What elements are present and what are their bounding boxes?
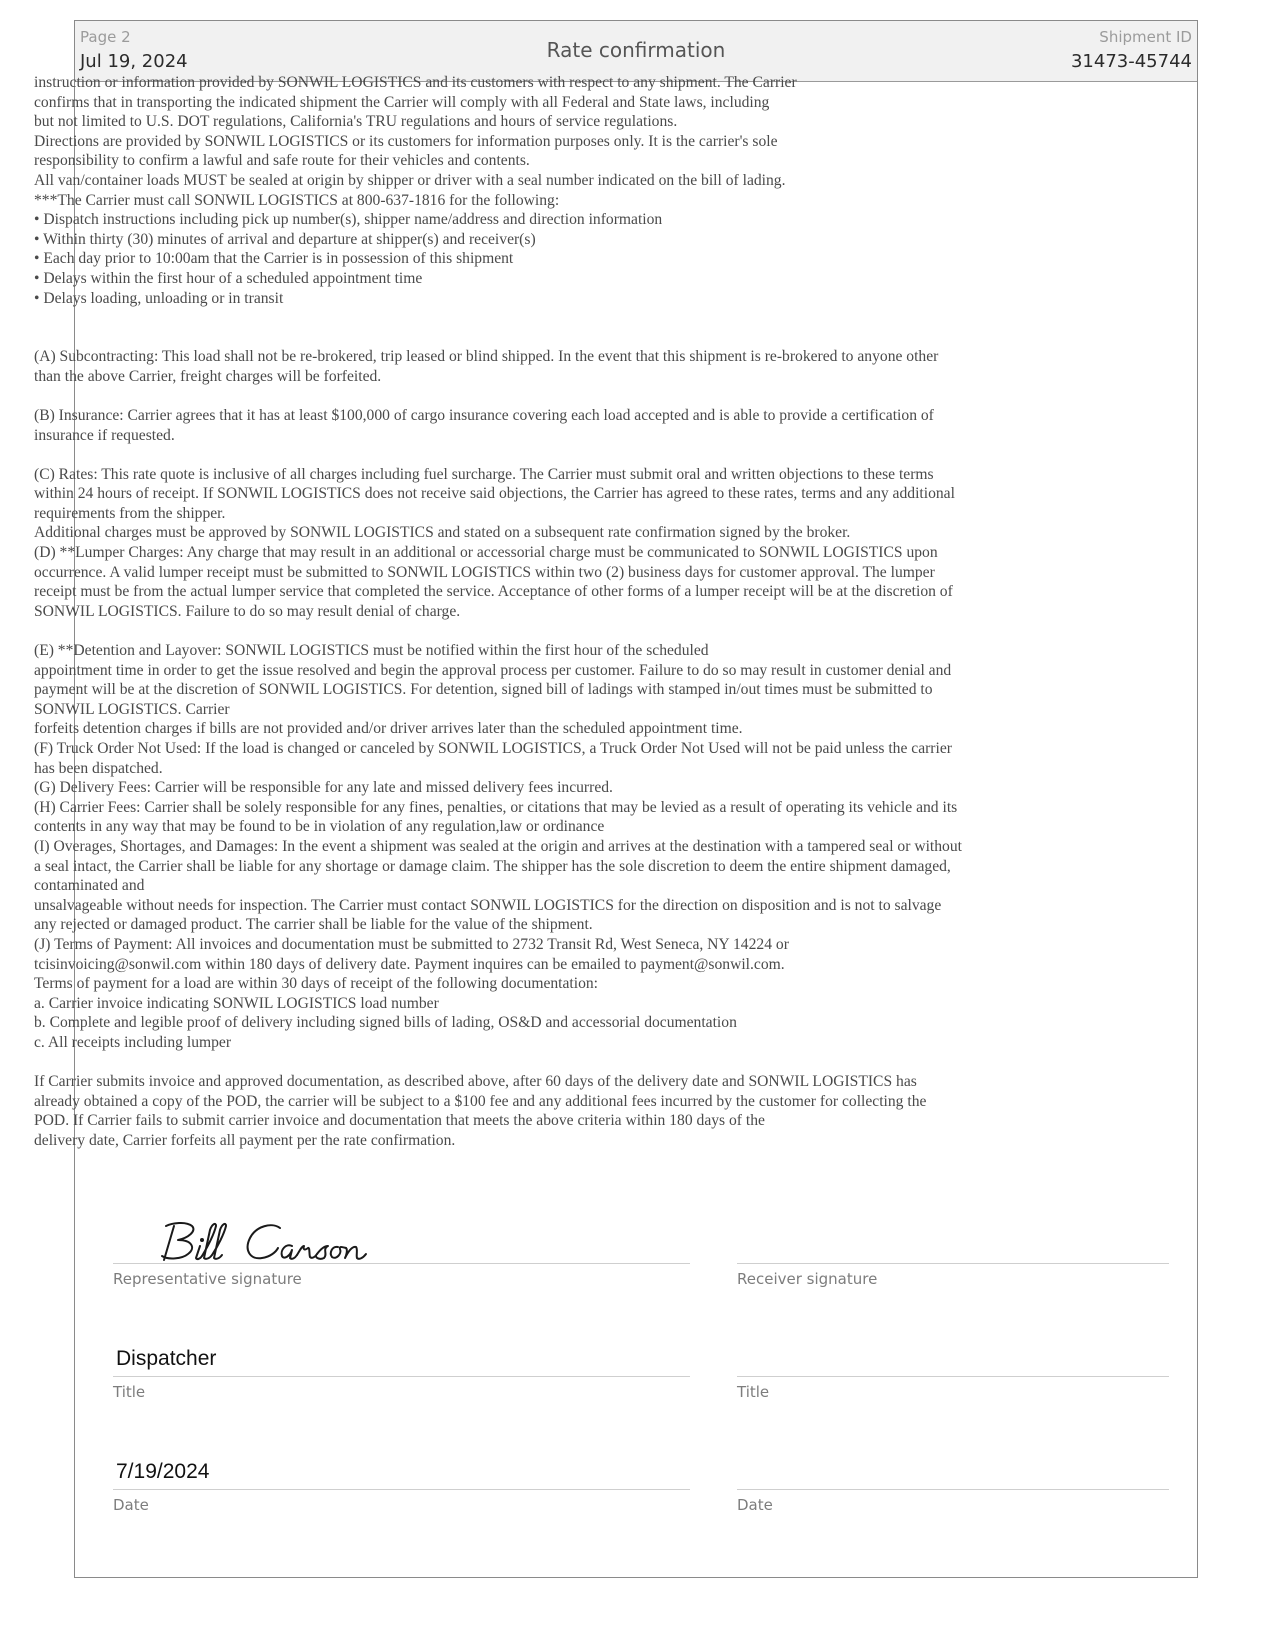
document-title: Rate confirmation: [546, 38, 726, 62]
receiver-signature-label: Receiver signature: [737, 1270, 878, 1288]
receiver-title-label: Title: [737, 1383, 770, 1401]
representative-signature-label: Representative signature: [113, 1270, 302, 1288]
page-number: Page 2: [80, 28, 131, 46]
representative-title-value: Dispatcher: [116, 1347, 217, 1370]
terms-detention-payment: (E) **Detention and Layover: SONWIL LOGISTICS must be notified within the first hour of the scheduled appointment time in order to get the issue resolved and begin the approval process per customer. Failure to do so may result in customer denial and payment will be at the discretion of SONWIL LOGISTICS. For detention, signed bill of ladings with stamped in/out times must be submitted to SONWIL LOGISTICS. Carrier forfeits detention charges if bills are not provided and/or driver arrives later than the scheduled appointment time. (F) Truck Order Not Used: If the load is changed or canceled by SONWIL LOGISTICS, a Truck Order Not Used will not be paid unless the carrier has been dispatched. (G) Delivery Fees: Carrier will be responsible for any late and missed delivery fees incurred. (H) Carrier Fees: Carrier shall be solely responsible for any fines, penalties, or citations that may be levied as a result of operating its vehicle and its contents in any way that may be found to be in violation of any regulation,law or ordinance (I) Overages, Shortages, and Damages: In the event a shipment was sealed at the origin and arrives at the destination with a tampered seal or without a seal intact, the Carrier shall be liable for any shortage or damage claim. The shipper has the sole discretion to deem the entire shipment damaged, contaminated and unsalvageable without needs for inspection. The Carrier must contact SONWIL LOGISTICS for the direction on disposition and is not to salvage any rejected or damaged product. The carrier shall be liable for the value of the shipment. (J) Terms of Payment: All invoices and documentation must be submitted to 2732 Transit Rd, West Seneca, NY 14224 or tcisinvoicing@sonwil.com within 180 days of delivery date. Payment inquires can be emailed to payment@sonwil.com. Terms of payment for a load are within 30 days of receipt of the following documentation: a. Carrier invoice indicating SONWIL LOGISTICS load number b. Complete and legible proof of delivery including signed bills of lading, OS&D and accessorial documentation c. All receipts including lumper: [34, 642, 962, 1051]
header-right: [1071, 27, 1192, 74]
receiver-date-label: Date: [737, 1496, 773, 1514]
representative-date-label: Date: [113, 1496, 149, 1514]
document-date: Jul 19, 2024: [80, 51, 188, 72]
terms-carrier-obligations: instruction or information provided by SONWIL LOGISTICS and its customers with respect to any shipment. The Carrier confirms that in transporting the indicated shipment the Carrier will comply with all Federal and State laws, including but not limited to U.S. DOT regulations, California's TRU regulations and hours of service regulations. Directions are provided by SONWIL LOGISTICS or its customers for information purposes only. It is the carrier's sole responsibility to confirm a lawful and safe route for their vehicles and contents. All van/container loads MUST be sealed at origin by shipper or driver with a seal number indicated on the bill of lading. ***The Carrier must call SONWIL LOGISTICS at 800-637-1816 for the following: • Dispatch instructions including pick up number(s), shipper name/address and direction information • Within thirty (30) minutes of arrival and departure at shipper(s) and receiver(s) • Each day prior to 10:00am that the Carrier is in possession of this shipment • Delays within the first hour of a scheduled appointment time • Delays loading, unloading or in transit: [34, 74, 797, 307]
terms-and-conditions: [34, 73, 1104, 1150]
terms-subcontracting: (A) Subcontracting: This load shall not be re-brokered, trip leased or blind shipped. In the event that this shipment is re-brokered to anyone other than the above Carrier, freight charges will be forfeited.: [34, 348, 939, 385]
terms-late-invoice: If Carrier submits invoice and approved documentation, as described above, after 60 days of the delivery date and SONWIL LOGISTICS has already obtained a copy of the POD, the carrier will be subject to a $100 fee and any additional fees incurred by the customer for collecting the POD. If Carrier fails to submit carrier invoice and documentation that meets the above criteria within 180 days of the delivery date, Carrier forfeits all payment per the rate confirmation.: [34, 1073, 927, 1149]
representative-date-value: 7/19/2024: [116, 1460, 210, 1483]
terms-rates-lumper: (C) Rates: This rate quote is inclusive of all charges including fuel surcharge. The Carrier must submit oral and written objections to these terms within 24 hours of receipt. If SONWIL LOGISTICS does not receive said objections, the Carrier has agreed to these rates, terms and any additional requirements from the shipper. Additional charges must be approved by SONWIL LOGISTICS and stated on a subsequent rate confirmation signed by the broker. (D) **Lumper Charges: Any charge that may result in an additional or accessorial charge must be communicated to SONWIL LOGISTICS upon occurrence. A valid lumper receipt must be submitted to SONWIL LOGISTICS within two (2) business days for customer approval. The lumper receipt must be from the actual lumper service that completed the service. Acceptance of other forms of a lumper receipt will be at the discretion of SONWIL LOGISTICS. Failure to do so may result denial of charge.: [34, 465, 955, 620]
shipment-id: 31473-45744: [1070, 51, 1192, 72]
terms-insurance: (B) Insurance: Carrier agrees that it has at least $100,000 of cargo insurance covering each load accepted and is able to provide a certification of insurance if requested.: [34, 406, 934, 444]
shipment-id-label: Shipment ID: [1099, 28, 1192, 46]
representative-title-label: Title: [113, 1383, 146, 1401]
